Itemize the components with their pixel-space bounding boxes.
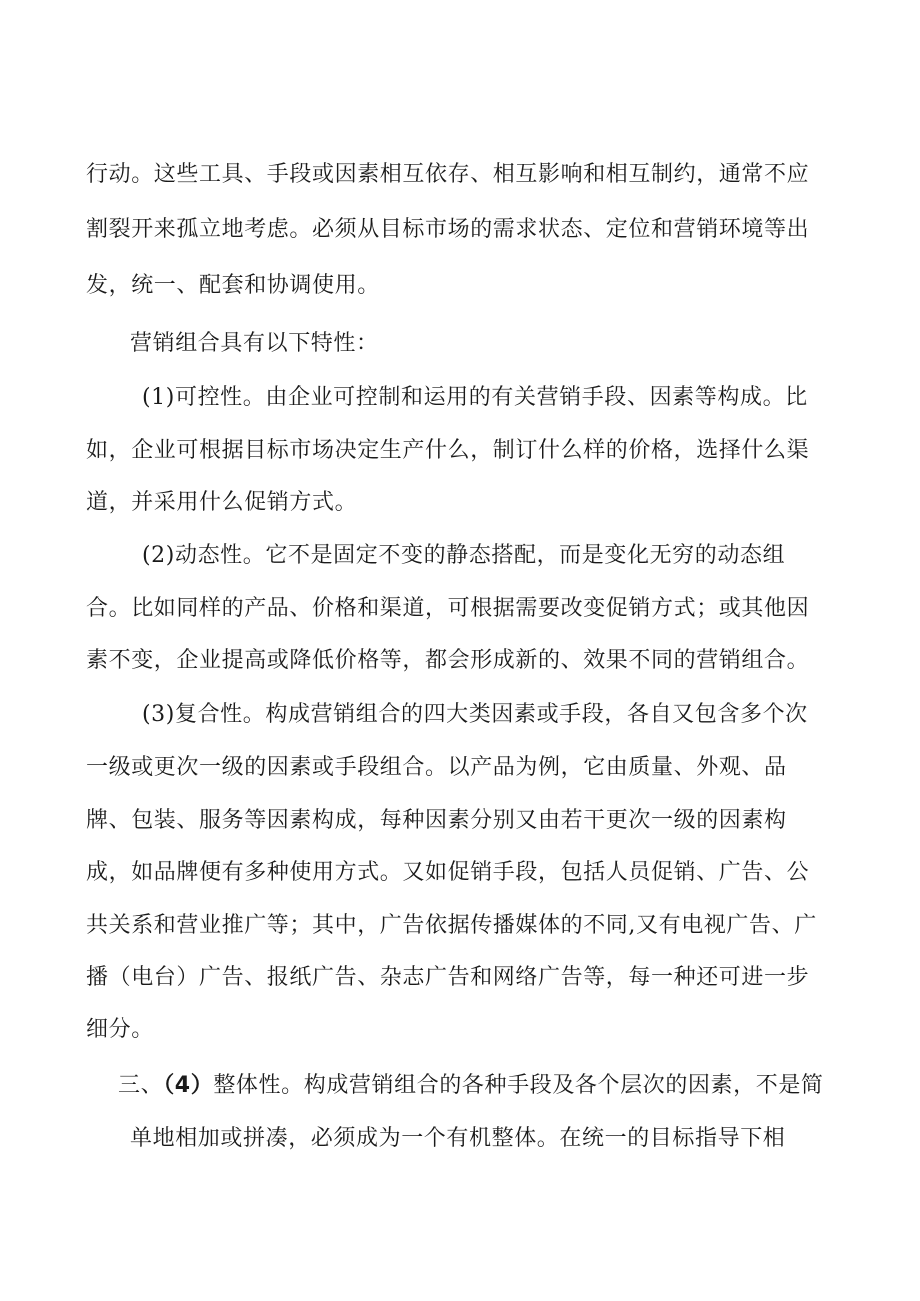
text-line: 播（电台）广告、报纸广告、杂志广告和网络广告等，每一种还可进一步 <box>86 965 810 990</box>
text-line: 割裂开来孤立地考虑。必须从目标市场的需求状态、定位和营销环境等出 <box>86 217 810 242</box>
text-line: 成，如品牌便有多种使用方式。又如促销手段，包括人员促销、广告、公 <box>86 860 810 885</box>
section-heading-line <box>118 1071 824 1101</box>
text-line: 单地相加或拼凑，必须成为一个有机整体。在统一的目标指导下相 <box>130 1126 786 1151</box>
text-line: 行动。这些工具、手段或因素相互依存、相互影响和相互制约，通常不应 <box>86 162 810 187</box>
text-line: 细分。 <box>86 1017 154 1042</box>
text-line: 一级或更次一级的因素或手段组合。以产品为例，它由质量、外观、品 <box>86 755 787 780</box>
text-line: 共关系和营业推广等；其中，广告依据传播媒体的不同,又有电视广告、广 <box>86 913 817 938</box>
section-number: 三、 <box>118 1073 164 1098</box>
text-line: 道，并采用什么促销方式。 <box>86 490 358 515</box>
text-line: 营销组合具有以下特性： <box>130 331 379 356</box>
text-line: 发，统一、配套和协调使用。 <box>86 273 380 298</box>
text-line: 牌、包装、服务等因素构成，每种因素分别又由若干更次一级的因素构 <box>86 808 787 833</box>
text-line: 如，企业可根据目标市场决定生产什么，制订什么样的价格，选择什么渠 <box>86 438 810 463</box>
text-line: 合。比如同样的产品、价格和渠道，可根据需要改变促销方式；或其他因 <box>86 596 810 621</box>
text-line: (3)复合性。构成营销组合的四大类因素或手段，各自又包含多个次 <box>142 702 808 727</box>
text-line: (1)可控性。由企业可控制和运用的有关营销手段、因素等构成。比 <box>142 385 808 410</box>
text-line: 素不变，企业提高或降低价格等，都会形成新的、效果不同的营销组合。 <box>86 648 810 673</box>
text-line: 整体性。构成营销组合的各种手段及各个层次的因素，不是简 <box>213 1073 824 1098</box>
item-number: （4） <box>163 1073 214 1098</box>
text-line: (2)动态性。它不是固定不变的静态搭配，而是变化无穷的动态组 <box>142 543 786 568</box>
